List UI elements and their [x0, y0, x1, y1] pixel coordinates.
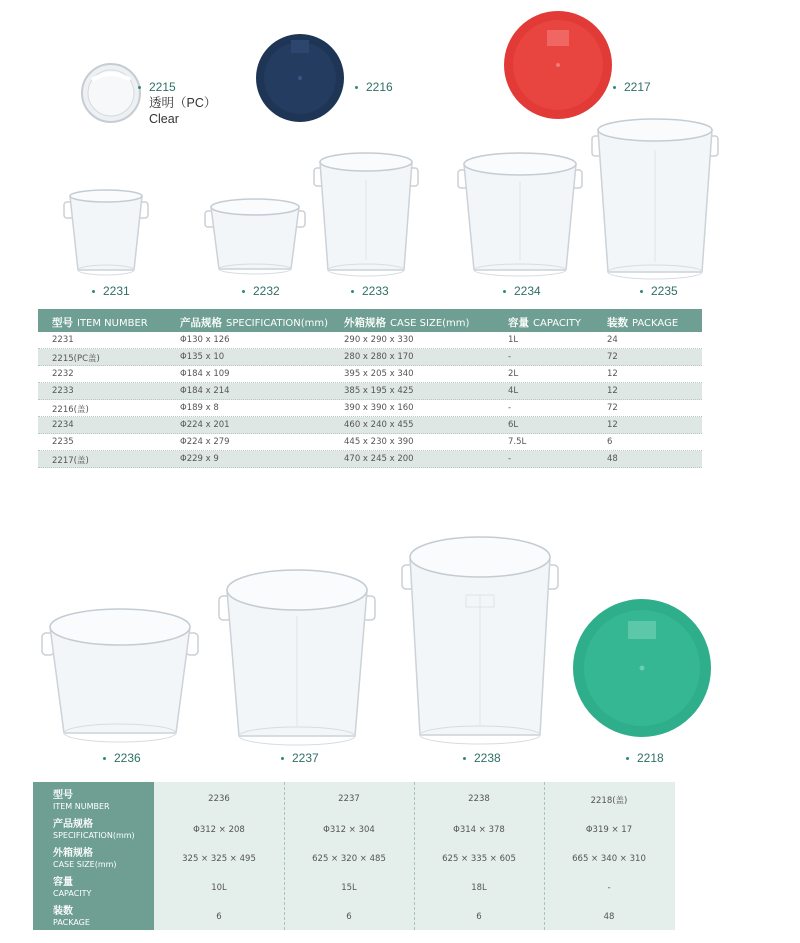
table-column	[544, 782, 674, 930]
container-2235-image	[590, 114, 720, 280]
table-row: 2217(盖) Φ229 x 9 470 x 245 x 200 - 48	[38, 451, 702, 468]
spec-table-bottom	[33, 782, 675, 930]
table-row: 2215(PC盖) Φ135 x 10 280 x 280 x 170 - 72	[38, 349, 702, 366]
container-2232-label: 2232	[242, 284, 280, 298]
label-item-number: 型号 ITEM NUMBER	[53, 790, 110, 811]
cell-item: 2236	[208, 794, 230, 804]
cell-spec: Φ312 × 208	[193, 825, 245, 835]
container-2234-label: 2234	[503, 284, 541, 298]
header-item-number: 型号 ITEM NUMBER	[52, 317, 148, 329]
lid-2215-label: 2215	[138, 80, 176, 94]
label-specification: 产品规格 SPECIFICATION(mm)	[53, 819, 135, 840]
cell-item: 2218(盖)	[590, 796, 628, 806]
lid-2216-label: 2216	[355, 80, 393, 94]
table-row: 2235 Φ224 x 279 445 x 230 x 390 7.5L 6	[38, 434, 702, 451]
cell-case: 325 × 325 × 495	[182, 854, 256, 864]
cell-capacity: -	[607, 883, 611, 893]
cell-spec: Φ319 × 17	[585, 825, 633, 835]
spec-table-row-labels	[33, 782, 154, 930]
cell-capacity: 15L	[341, 883, 357, 893]
cell-package: 6	[476, 912, 482, 922]
spec-table-values	[154, 782, 675, 930]
label-case-size: 外箱规格 CASE SIZE(mm)	[53, 848, 117, 869]
lid-2218-image	[571, 597, 713, 739]
lid-2215-note: 透明（PC） Clear	[149, 96, 217, 126]
table-column	[284, 782, 415, 930]
lid-2218-label: 2218	[626, 751, 664, 765]
cell-package: 6	[346, 912, 352, 922]
table-row: 2216(盖) Φ189 x 8 390 x 390 x 160 - 72	[38, 400, 702, 417]
table-column	[414, 782, 545, 930]
cell-capacity: 10L	[211, 883, 227, 893]
spec-table-top	[38, 309, 702, 468]
cell-case: 625 × 335 × 605	[442, 854, 516, 864]
spec-table-header	[38, 309, 702, 332]
cell-spec: Φ314 × 378	[453, 825, 505, 835]
container-2232-image	[203, 195, 307, 277]
cell-item: 2237	[338, 794, 360, 804]
table-row: 2231 Φ130 x 126 290 x 290 x 330 1L 24	[38, 332, 702, 349]
lid-2217-image	[502, 8, 614, 122]
container-2238-image	[400, 535, 560, 745]
header-specification: 产品规格 SPECIFICATION(mm)	[180, 317, 329, 329]
container-2238-label: 2238	[463, 751, 501, 765]
header-capacity: 容量 CAPACITY	[508, 317, 582, 329]
table-column	[154, 782, 285, 930]
table-row: 2233 Φ184 x 214 385 x 195 x 425 4L 12	[38, 383, 702, 400]
lid-2216-image	[254, 32, 346, 124]
cell-spec: Φ312 × 304	[323, 825, 375, 835]
lid-2217-label: 2217	[613, 80, 651, 94]
cell-case: 665 × 340 × 310	[572, 854, 646, 864]
label-package: 装数 PACKAGE	[53, 906, 90, 927]
container-2233-image	[312, 150, 420, 278]
container-2235-label: 2235	[640, 284, 678, 298]
cell-package: 48	[603, 912, 615, 922]
container-2236-image	[40, 603, 200, 743]
header-case-size: 外箱规格 CASE SIZE(mm)	[344, 317, 470, 329]
container-2231-label: 2231	[92, 284, 130, 298]
container-2234-image	[456, 148, 584, 278]
cell-capacity: 18L	[471, 883, 487, 893]
container-2237-label: 2237	[281, 751, 319, 765]
container-2237-image	[217, 566, 377, 746]
container-2236-label: 2236	[103, 751, 141, 765]
header-package: 装数 PACKAGE	[607, 317, 679, 329]
lid-2215-image	[80, 62, 142, 124]
cell-case: 625 × 320 × 485	[312, 854, 386, 864]
container-2231-image	[62, 188, 150, 278]
table-row: 2232 Φ184 x 109 395 x 205 x 340 2L 12	[38, 366, 702, 383]
cell-package: 6	[216, 912, 222, 922]
table-row: 2234 Φ224 x 201 460 x 240 x 455 6L 12	[38, 417, 702, 434]
cell-item: 2238	[468, 794, 490, 804]
label-capacity: 容量 CAPACITY	[53, 877, 92, 898]
container-2233-label: 2233	[351, 284, 389, 298]
spec-table-body	[38, 332, 702, 468]
